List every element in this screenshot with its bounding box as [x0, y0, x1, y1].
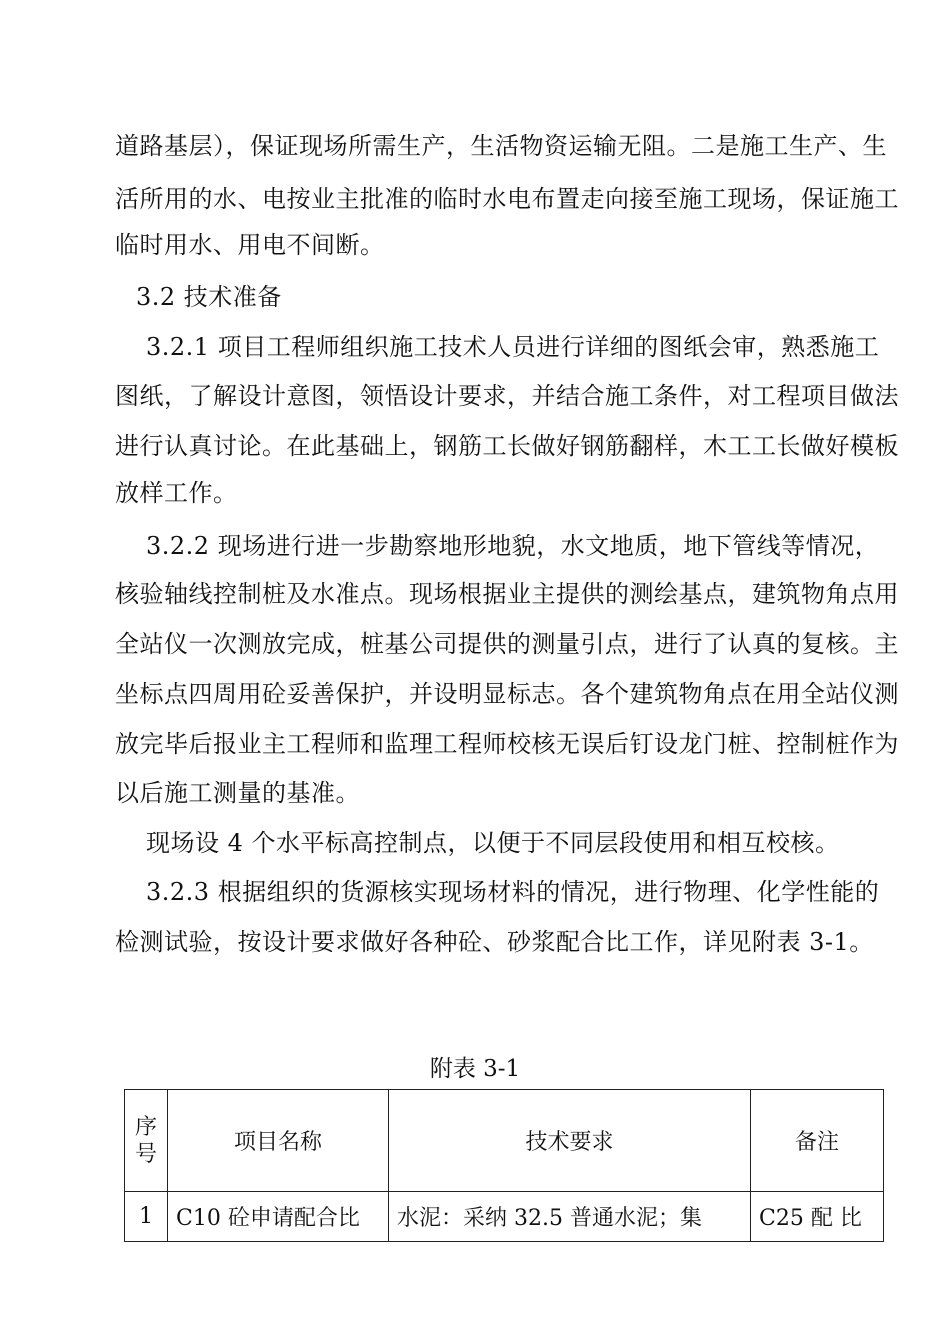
appendix-table [124, 1089, 884, 1242]
table-caption: 附表 3-1 [429, 1056, 521, 1082]
paragraph-line: 现场设 4 个水平标高控制点，以便于不同层段使用和相互校核。 [146, 829, 840, 857]
paragraph-line: 临时用水、用电不间断。 [115, 231, 385, 259]
paragraph-line: 3.2.2 现场进行进一步勘察地形地貌，水文地质，地下管线等情况， [146, 532, 880, 560]
paragraph-line: 全站仪一次测放完成，桩基公司提供的测量引点，进行了认真的复核。主 [115, 630, 899, 658]
table-cell: 水泥：采纳 32.5 普通水泥；集 [389, 1192, 751, 1242]
table-header-row [125, 1090, 884, 1192]
table-cell: C25 配 比 [751, 1192, 884, 1242]
paragraph-line: 核验轴线控制桩及水准点。现场根据业主提供的测绘基点，建筑物角点用 [115, 580, 899, 608]
paragraph-line: 坐标点四周用砼妥善保护，并设明显标志。各个建筑物角点在用全站仪测 [115, 680, 899, 708]
paragraph-line: 道路基层），保证现场所需生产，生活物资运输无阻。二是施工生产、生 [115, 132, 887, 160]
header-cell-name: 项目名称 [168, 1090, 389, 1192]
paragraph-line: 3.2.1 项目工程师组织施工技术人员进行详细的图纸会审，熟悉施工 [146, 333, 880, 361]
paragraph-line: 图纸，了解设计意图，领悟设计要求，并结合施工条件，对工程项目做法 [115, 382, 899, 410]
header-cell-tech: 技术要求 [389, 1090, 751, 1192]
paragraph-line: 进行认真讨论。在此基础上，钢筋工长做好钢筋翻样，木工工长做好模板 [115, 432, 899, 460]
paragraph-line: 检测试验，按设计要求做好各种砼、砂浆配合比工作，详见附表 3-1。 [115, 928, 874, 956]
table-cell: C10 砼申请配合比 [168, 1192, 389, 1242]
paragraph-line: 活所用的水、电按业主批准的临时水电布置走向接至施工现场，保证施工 [115, 185, 899, 213]
section-heading: 3.2 技术准备 [136, 283, 282, 311]
table-cell: 1 [125, 1192, 168, 1242]
header-cell-seq: 序号 [125, 1090, 168, 1192]
paragraph-line: 以后施工测量的基准。 [115, 779, 360, 807]
header-cell-note: 备注 [751, 1090, 884, 1192]
paragraph-line: 放样工作。 [115, 479, 238, 507]
paragraph-line: 放完毕后报业主工程师和监理工程师校核无误后钉设龙门桩、控制桩作为 [115, 730, 899, 758]
table-row [125, 1192, 884, 1242]
paragraph-line: 3.2.3 根据组织的货源核实现场材料的情况，进行物理、化学性能的 [146, 878, 880, 906]
